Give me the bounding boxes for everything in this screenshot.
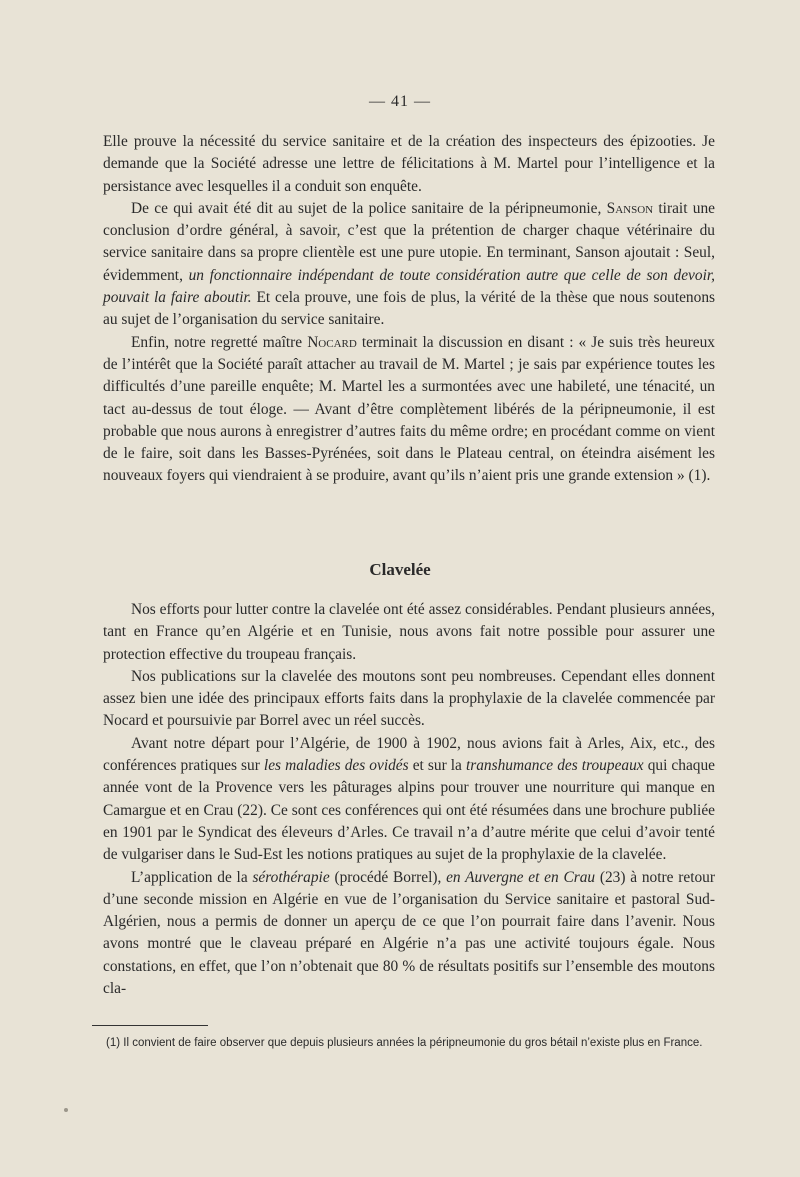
paragraph bbox=[103, 867, 715, 1001]
paper-speck bbox=[64, 1108, 68, 1112]
italic-text: sérothérapie bbox=[252, 868, 330, 886]
paragraph bbox=[103, 332, 715, 488]
text-run: (23) à notre retour d’une seconde mission en Algérie en vue de l’organisation du Service sanitaire et pastoral Sud-Algérien, nous a permis de donner un aperçu de ce que l’on pourrait faire dans l’avenir. Nous avons montré que le claveau préparé en Algérie n’a pas une activité toujours égale. Nous constations, en effet, que l’on n’obtenait que 80 % de résultats positifs sur l’ensemble des moutons cla- bbox=[103, 868, 716, 998]
footnote: (1) Il convient de faire observer que depuis plusieurs années la péripneumonie du gros bétail n’existe plus en France. bbox=[106, 1037, 703, 1049]
paragraph bbox=[103, 599, 715, 666]
text-run: Elle prouve la nécessité du service sanitaire et de la création des inspecteurs des épizooties. Je demande que la Société adresse une lettre de félicitations à M. Martel pour l’intelligence et la persistance avec lesquelles il a conduit son enquête. bbox=[103, 133, 715, 195]
paragraph bbox=[103, 198, 715, 332]
text-run: Et cela prouve, une fois de plus, la vérité de la thèse que nous soutenons au sujet de l’organisation du service sanitaire. bbox=[103, 289, 716, 329]
author-name: Sanson bbox=[606, 199, 654, 217]
text-run: L’application de la bbox=[131, 868, 253, 886]
text-run: Enfin, notre regretté maître bbox=[131, 333, 308, 351]
text-run: terminait la discussion en disant : « Je suis très heureux de l’intérêt que la Société paraît attacher au travail de M. Martel ; je sais par expérience toutes les difficultés d’une pareille enquête; M. Martel les a surmontées avec une habileté, une ténacité, un tact au-dessus de tout éloge. — Avant d’être complètement libérés de la péripneumonie, il est probable que nous aurons à enregistrer d’autres faits du même ordre; en procédant comme on vient de le faire, soit dans les Basses-Pyrénées, soit dans le Plateau central, on éteindra aisément les nouveaux foyers qui viendraient à se produire, avant qu’ils n’aient pris une grande extension » (1). bbox=[103, 333, 716, 485]
italic-text: un fonctionnaire indépendant de toute considération autre que celle de son devoir, pouvait la faire aboutir. bbox=[103, 266, 715, 307]
paragraph bbox=[103, 733, 715, 867]
page-number: — 41 — bbox=[369, 93, 431, 110]
italic-text: transhumance des troupeaux bbox=[465, 757, 644, 775]
text-run: De ce qui avait été dit au sujet de la police sanitaire de la péripneumonie, bbox=[131, 199, 607, 217]
paragraph bbox=[103, 666, 715, 733]
text-run: Avant notre départ pour l’Algérie, de 1900 à 1902, nous avions fait à Arles, Aix, etc., des conférences pratiques sur bbox=[103, 734, 715, 775]
footnote-divider bbox=[92, 1025, 208, 1026]
section-title: Clavelée bbox=[369, 560, 431, 579]
paragraph bbox=[103, 131, 715, 198]
body-text-bottom bbox=[103, 599, 715, 1000]
italic-text: en Auvergne et en Crau bbox=[446, 868, 596, 886]
italic-text: les maladies des ovidés bbox=[263, 757, 409, 775]
text-run: Nos efforts pour lutter contre la clavelée ont été assez considérables. Pendant plusieurs années, tant en France qu’en Algérie et en Tunisie, nous avons fait notre possible pour assurer une protection effective du troupeau français. bbox=[103, 601, 715, 663]
text-run: et sur la bbox=[408, 757, 466, 775]
text-run: (procédé Borrel), bbox=[329, 868, 447, 886]
body-text-top bbox=[103, 131, 715, 488]
text-run: qui chaque année vont de la Provence vers les pâturages alpins pour trouver une nourriture qui manque en Camargue et en Crau (22). Ce sont ces conférences qui ont été résumées dans une brochure publiée en 1901 par le Syndicat des éleveurs d’Arles. Ce travail n’a d’autre mérite que celui d’avoir tenté de vulgariser dans le Sud-Est les notions pratiques au sujet de la prophylaxie de la clavelée. bbox=[103, 757, 716, 864]
text-run: Nos publications sur la clavelée des moutons sont peu nombreuses. Cependant elles donnent assez bien une idée des principaux efforts faits dans la prophylaxie de la clavelée commencée par Nocard et poursuivie par Borrel avec un réel succès. bbox=[103, 667, 715, 730]
author-name: Nocard bbox=[307, 333, 357, 351]
text-run: tirait une conclusion d’ordre général, à savoir, c’est que la prétention de charger chaque vétérinaire du service sanitaire dans sa propre clientèle est une pure utopie. En terminant, Sanson ajoutait : Seul, évidemment, bbox=[103, 199, 715, 284]
